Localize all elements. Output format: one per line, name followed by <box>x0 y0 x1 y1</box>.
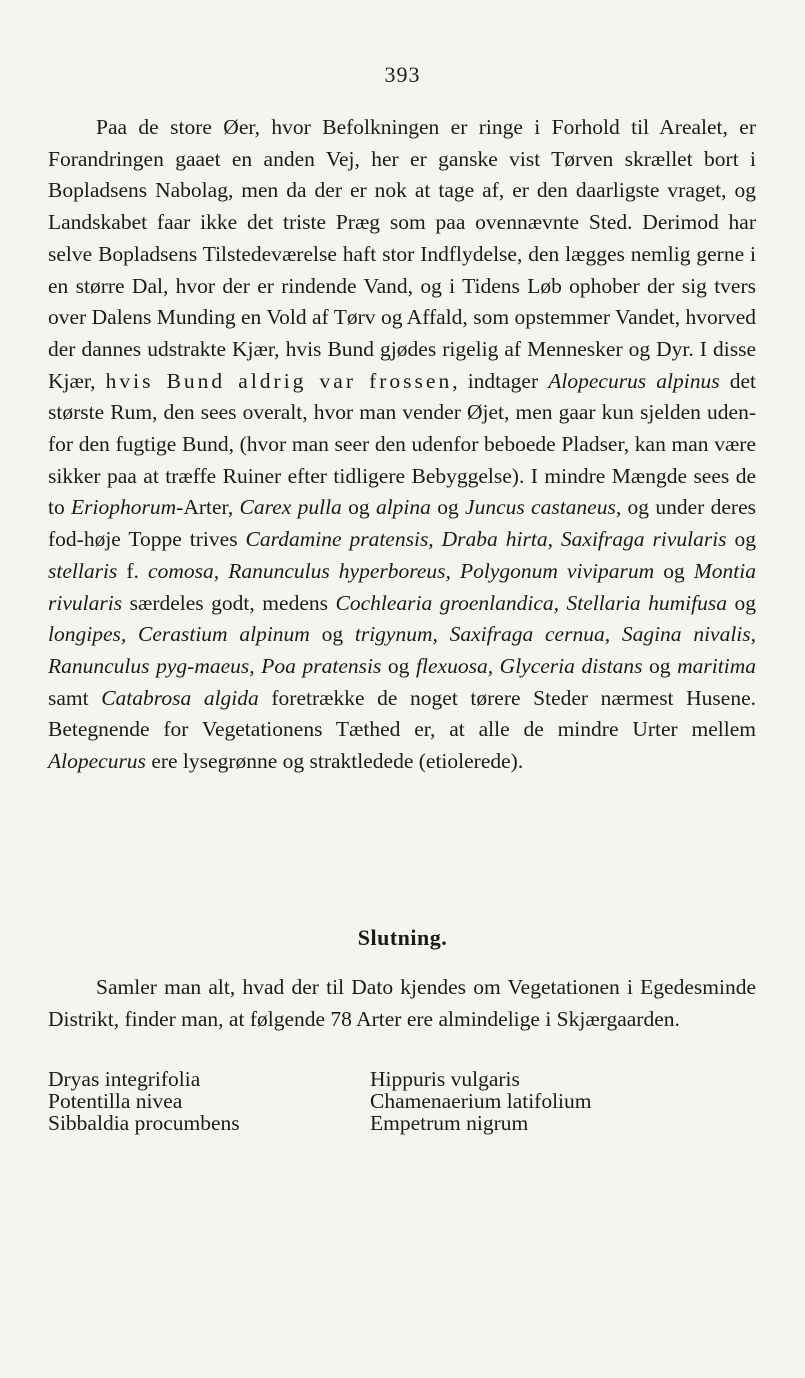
text-run: Montia rivularis <box>48 558 756 615</box>
text-run: og <box>309 622 355 647</box>
section-heading: Slutning. <box>357 925 448 950</box>
text-run: longipes, Cerastium alpinum <box>48 622 310 647</box>
body-text <box>48 112 756 778</box>
text-run: Cochlearia groenlandica, Stellaria humifusa <box>335 590 727 615</box>
text-run: særdeles godt, medens <box>122 590 336 615</box>
text-run: Eriophorum <box>71 495 177 520</box>
species-name: Empetrum nigrum <box>370 1111 529 1135</box>
text-run: og under deres fod-høje Toppe trives <box>48 495 756 552</box>
text-run: stellaris <box>48 558 118 583</box>
text-run: Juncus castaneus, <box>465 495 622 520</box>
text-run: og <box>726 527 757 552</box>
text-run: og <box>381 653 417 678</box>
text-run: Alopecurus alpinus <box>548 368 720 393</box>
species-name: Chamenaerium latifolium <box>370 1089 592 1113</box>
text-run: flexuosa, Glyceria distans <box>416 653 643 678</box>
text-run: maritima <box>677 653 756 678</box>
main-paragraph <box>48 112 756 778</box>
species-name: Sibbaldia procumbens <box>48 1111 240 1135</box>
text-run: og <box>726 590 756 615</box>
species-name: Hippuris vulgaris <box>370 1067 520 1091</box>
species-name: Dryas integrifolia <box>48 1067 201 1091</box>
text-run: hvis Bund aldrig var frossen <box>105 368 453 393</box>
text-run: , indtager <box>452 368 549 393</box>
species-name: Potentilla nivea <box>48 1089 183 1113</box>
text-run: og <box>341 495 376 520</box>
text-run: ere lysegrønne og straktledede (etiolerede). <box>145 749 524 774</box>
text-run: og <box>430 495 466 520</box>
conclusion-paragraph: Samler man alt, hvad der til Dato kjendes om Vegetationen i Egedesminde Distrikt, finder man, at følgende 78 Arter ere almindelige i Skjærgaarden. <box>48 975 756 1031</box>
species-row <box>48 1090 756 1112</box>
text-run: Paa de store Øer, hvor Befolkningen er ringe i Forhold til Arealet, er Forandringen gaaet en anden Vej, her er ganske vist Tørven skrællet bort i Bopladsens Nabolag, men da der er nok at tage af, er den daarligste vraget, og Landskabet faar ikke det triste Præg som paa ovennævnte Sted. Derimod har selve Bopladsens Tilstedeværelse haft stor Indflydelse, den lægges nemlig gerne i en større Dal, hvor der er rindende Vand, og i Tidens Løb ophober der sig tvers over Dalens Munding en Vold af Tørv og Affald, som opstemmer Vandet, hvorved der dannes udstrakte Kjær, hvis Bund gjødes rigelig af Mennesker og Dyr. I disse Kjær, <box>48 115 756 393</box>
text-run: Cardamine pratensis, Draba hirta, Saxifraga rivularis <box>245 527 727 552</box>
text-run: Catabrosa algida <box>101 685 259 710</box>
text-run: f. <box>117 558 149 583</box>
species-row <box>48 1112 756 1134</box>
page-number: 393 <box>384 62 421 87</box>
text-run: Carex pulla <box>239 495 342 520</box>
species-row <box>48 1068 756 1090</box>
text-run: -Arter, <box>176 495 240 520</box>
text-run: det største Rum, den sees overalt, hvor man vender Øjet, men gaar kun sjelden uden-for den fugtige Bund, (hvor man seer den udenfor beboede Pladser, kan man være sikker paa at træffe Ruiner efter tidligere Bebyggelse). I mindre Mængde sees de to <box>48 368 756 520</box>
text-run: samt <box>48 685 102 710</box>
text-run: foretrække de noget tørere Steder nærmest Husene. Betegnende for Vegetationens Tæthed er, at alle de mindre Urter mellem <box>48 685 756 742</box>
species-list <box>48 1068 756 1134</box>
conclusion-text <box>48 972 756 1035</box>
text-run: alpina <box>375 495 431 520</box>
text-run: Alopecurus <box>48 749 146 774</box>
text-run: og <box>654 558 694 583</box>
text-run: comosa, Ranunculus hyperboreus, Polygonum viviparum <box>148 558 655 583</box>
text-run: og <box>642 653 678 678</box>
text-run: trigynum, Saxifraga cernua, Sagina nivalis, Ranunculus pyg-maeus, Poa pratensis <box>48 622 757 678</box>
